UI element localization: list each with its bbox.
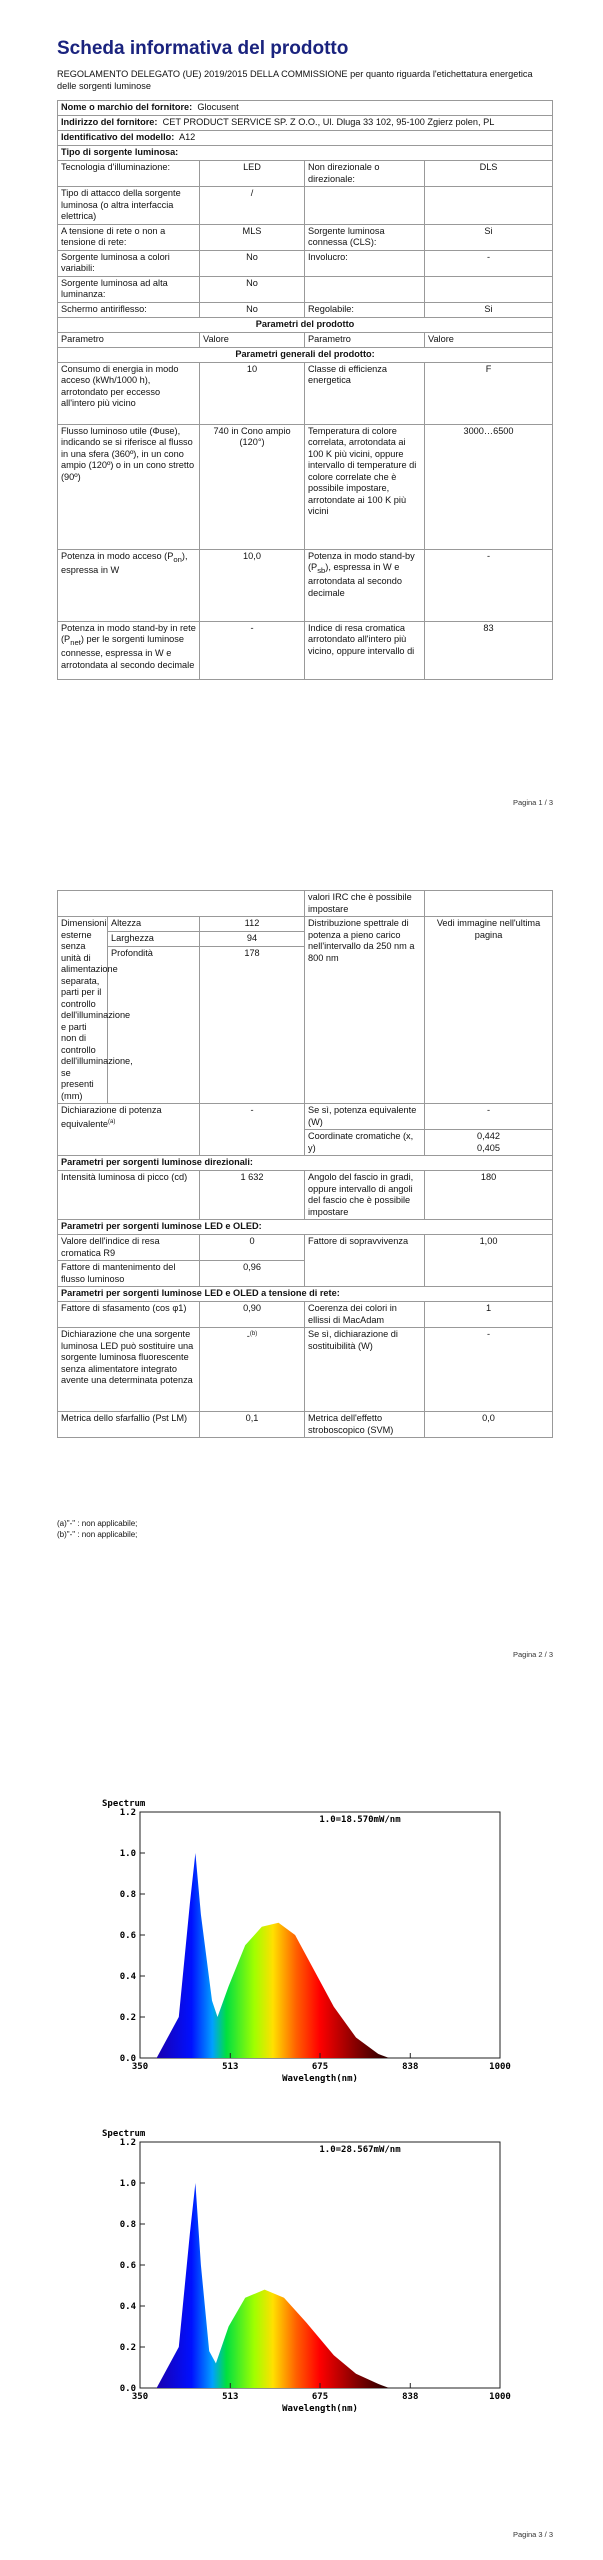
row-value: - [200,1104,305,1156]
row-value: - [425,250,553,276]
y-tick-label: 1.2 [119,2138,136,2148]
col-header-value: Valore [425,332,553,347]
regulation-intro: REGOLAMENTO DELEGATO (UE) 2019/2015 DELLA COMMISSIONE per quanto riguarda l'etichettatura energetica delle sorgenti luminose [57,69,533,91]
mains-heading: Parametri per sorgenti luminose LED e OLED a tensione di rete: [58,1287,553,1302]
row-label: Involucro: [305,250,425,276]
model-value: A12 [178,132,196,142]
row-value: - [425,1104,553,1130]
row-label: Fattore di sopravvivenza [305,1235,425,1287]
row-label: Fattore di mantenimento del flusso luminoso [58,1261,200,1287]
row-value: 1 632 [200,1171,305,1220]
chroma-x: 0,442 [477,1131,501,1141]
row-value: - [425,1328,553,1412]
page-3 [0,1720,603,2560]
row-value: 1,00 [425,1235,553,1287]
row-value: 3000…6500 [425,424,553,549]
page-2 [0,860,603,1680]
row-label [305,187,425,225]
row-value: 10 [200,362,305,424]
spectrum-svg [98,2120,518,2420]
row-value [425,276,553,302]
row-value: - [425,549,553,621]
row-label: Coerenza dei colori in ellissi di MacAdam [305,1302,425,1328]
row-label: Metrica dello sfarfallio (Pst LM) [58,1412,200,1438]
row-label: Indice di resa cromatica arrotondato all'intero più vicino, oppure intervallo di [305,621,425,679]
row-label: Intensità luminosa di picco (cd) [58,1171,200,1220]
chroma-y: 0,405 [477,1142,501,1153]
y-tick-label: 1.2 [119,1808,136,1818]
row-value: 0,1 [200,1412,305,1438]
dim-value: 178 [200,947,305,1104]
row-label: Fattore di sfasamento (cos φ1) [58,1302,200,1328]
page-number: Pagina 3 / 3 [512,2530,553,2539]
row-label: Classe di efficienza energetica [305,362,425,424]
supplier-address-value: CET PRODUCT SERVICE SP. Z O.O., Ul. Dluga 33 102, 95-100 Zgierz polen, PL [162,117,495,127]
row-label: valori IRC che è possibile impostare [305,891,425,917]
y-tick-label: 1.0 [119,2179,136,2189]
row-label: Consumo di energia in modo acceso (kWh/1000 h), arrotondato per eccesso all'intero più vicino [58,362,200,424]
y-tick-label: 0.0 [119,2054,136,2064]
spectrum-chart-2 [98,2120,518,2420]
supplier-name-value: Glocusent [197,102,239,112]
y-tick-label: 0.6 [119,2261,136,2271]
row-value: DLS [425,161,553,187]
row-value: No [200,276,305,302]
row-label: Sorgente luminosa ad alta luminanza: [58,276,200,302]
dim-name: Profondità [108,947,200,1104]
row-value: 83 [425,621,553,679]
row-label: Dichiarazione di potenza equivalente$^{(a)}$ [58,1104,200,1156]
row-value: 0,0 [425,1412,553,1438]
row-label: Potenza in modo stand-by in rete $(P_{net})$ per le sorgenti luminose connesse, espressa in W e arrotondata al secondo decimale [58,621,200,679]
dim-value: 94 [200,932,305,947]
row-value: No [200,250,305,276]
row-value [425,187,553,225]
row-label: Potenza in modo stand-by $(P_{sb})$, espressa in W e arrotondata al secondo decimale [305,549,425,621]
row-label: Coordinate cromatiche (x, y) [305,1130,425,1156]
row-label: Non direzionale o direzionale: [305,161,425,187]
row-value: 1 [425,1302,553,1328]
row-label: Regolabile: [305,302,425,317]
scale-readout: 1.0=18.570mW/nm [319,1815,401,1825]
row-label: Sorgente luminosa connessa (CLS): [305,224,425,250]
row-label: Metrica dell'effetto stroboscopico (SVM) [305,1412,425,1438]
x-tick-label: 350 [131,2062,149,2072]
dim-name: Larghezza [108,932,200,947]
row-label: Dichiarazione che una sorgente luminosa LED può sostituire una sorgente luminosa fluorescente senza alimentatore integrato avente una determinata potenza [58,1328,200,1412]
y-tick-label: 0.6 [119,1931,136,1941]
row-label: Flusso luminoso utile (Φuse), indicando se si riferisce al flusso in una sfera (360º), in un cono ampio (120º) o in un cono stretto (90º) [58,424,200,549]
params-heading: Parametri del prodotto [58,317,553,332]
general-params-heading: Parametri generali del prodotto: [58,347,553,362]
footnotes [57,1518,137,1540]
row-label: Tecnologia d'illuminazione: [58,161,200,187]
row-label: Valore dell'indice di resa cromatica R9 [58,1235,200,1261]
row-value: 0,96 [200,1261,305,1287]
row-value: - [200,621,305,679]
row-label: Tipo di attacco della sorgente luminosa (o altra interfaccia elettrica) [58,187,200,225]
col-header-param: Parametro [305,332,425,347]
x-tick-label: 1000 [489,2392,511,2402]
y-tick-label: 0.0 [119,2384,136,2394]
y-tick-label: 0.8 [119,1890,136,1900]
spectrum-svg [98,1790,518,2090]
y-tick-label: 0.4 [119,1972,136,1982]
chart-title: Spectrum [102,1799,146,1809]
supplier-address-label: Indirizzo del fornitore: [61,117,158,127]
scale-readout: 1.0=28.567mW/nm [319,2145,401,2155]
row-label: Potenza in modo acceso $(P_{on})$, espressa in W [58,549,200,621]
y-tick-label: 1.0 [119,1849,136,1859]
y-tick-label: 0.4 [119,2302,136,2312]
x-tick-label: 513 [222,2392,239,2402]
row-value: Si [425,224,553,250]
row-label: Se sì, potenza equivalente (W) [305,1104,425,1130]
page-title: Scheda informativa del prodotto [57,38,349,59]
row-label: Schermo antiriflesso: [58,302,200,317]
model-label: Identificativo del modello: [61,132,175,142]
row-value: LED [200,161,305,187]
footnote-b: (b)"-" : non applicabile; [57,1530,138,1539]
row-value: 740 in Cono ampio (120°) [200,424,305,549]
y-tick-label: 0.2 [119,2343,136,2353]
page-number: Pagina 1 / 3 [512,798,553,807]
source-type-heading: Tipo di sorgente luminosa: [58,146,553,161]
x-tick-label: 675 [311,2392,329,2402]
y-tick-label: 0.2 [119,2013,136,2023]
x-tick-label: 675 [311,2062,329,2072]
row-label [305,276,425,302]
y-tick-label: 0.8 [119,2220,136,2230]
row-label: Se sì, dichiarazione di sostituibilità (W) [305,1328,425,1412]
col-header-param: Parametro [58,332,200,347]
row-label: Temperatura di colore correlata, arrotondata ai 100 K più vicini, oppure intervallo di temperature di colore correlate che è possibile impostare, arrotondate ai 100 K più vicini [305,424,425,549]
x-tick-label: 513 [222,2062,239,2072]
row-value: Si [425,302,553,317]
spectral-label: Distribuzione spettrale di potenza a pieno carico nell'intervallo da 250 nm a 800 nm [305,917,425,1104]
spectrum-chart-1 [98,1790,518,2090]
footnote-a: (a)"-" : non applicabile; [57,1519,138,1528]
row-value: 10,0 [200,549,305,621]
row-label: Angolo del fascio in gradi, oppure intervallo di angoli del fascio che è possibile impostare [305,1171,425,1220]
row-value: 0,90 [200,1302,305,1328]
row-value: / [200,187,305,225]
led-heading: Parametri per sorgenti luminose LED e OLED: [58,1220,553,1235]
chart-title: Spectrum [102,2129,146,2139]
page-number: Pagina 2 / 3 [512,1650,553,1659]
directional-heading: Parametri per sorgenti luminose direzionali: [58,1156,553,1171]
product-info-table [57,100,553,680]
x-axis-label: Wavelength(nm) [282,2074,358,2084]
row-value: 180 [425,1171,553,1220]
x-tick-label: 1000 [489,2062,511,2072]
x-tick-label: 838 [402,2392,419,2402]
x-tick-label: 350 [131,2392,149,2402]
col-header-value: Valore [200,332,305,347]
x-tick-label: 838 [402,2062,419,2072]
row-value: MLS [200,224,305,250]
row-label: Sorgente luminosa a colori variabili: [58,250,200,276]
dim-value: 112 [200,917,305,932]
spectral-value: Vedi immagine nell'ultima pagina [425,917,553,1104]
row-value: 0 [200,1235,305,1261]
row-label: A tensione di rete o non a tensione di rete: [58,224,200,250]
row-value [425,1130,553,1156]
page-1 [0,0,603,820]
row-value: -$^{(b)}$ [200,1328,305,1412]
dimensions-label: Dimensioni esterne senza unità di alimentazione separata, parti per il controllo dell'illuminazione e parti non di controllo dell'illuminazione, se presenti (mm) [58,917,108,1104]
x-axis-label: Wavelength(nm) [282,2404,358,2414]
product-params-table-cont [57,890,553,1438]
row-value: F [425,362,553,424]
row-value: No [200,302,305,317]
supplier-name-label: Nome o marchio del fornitore: [61,102,193,112]
dim-name: Altezza [108,917,200,932]
